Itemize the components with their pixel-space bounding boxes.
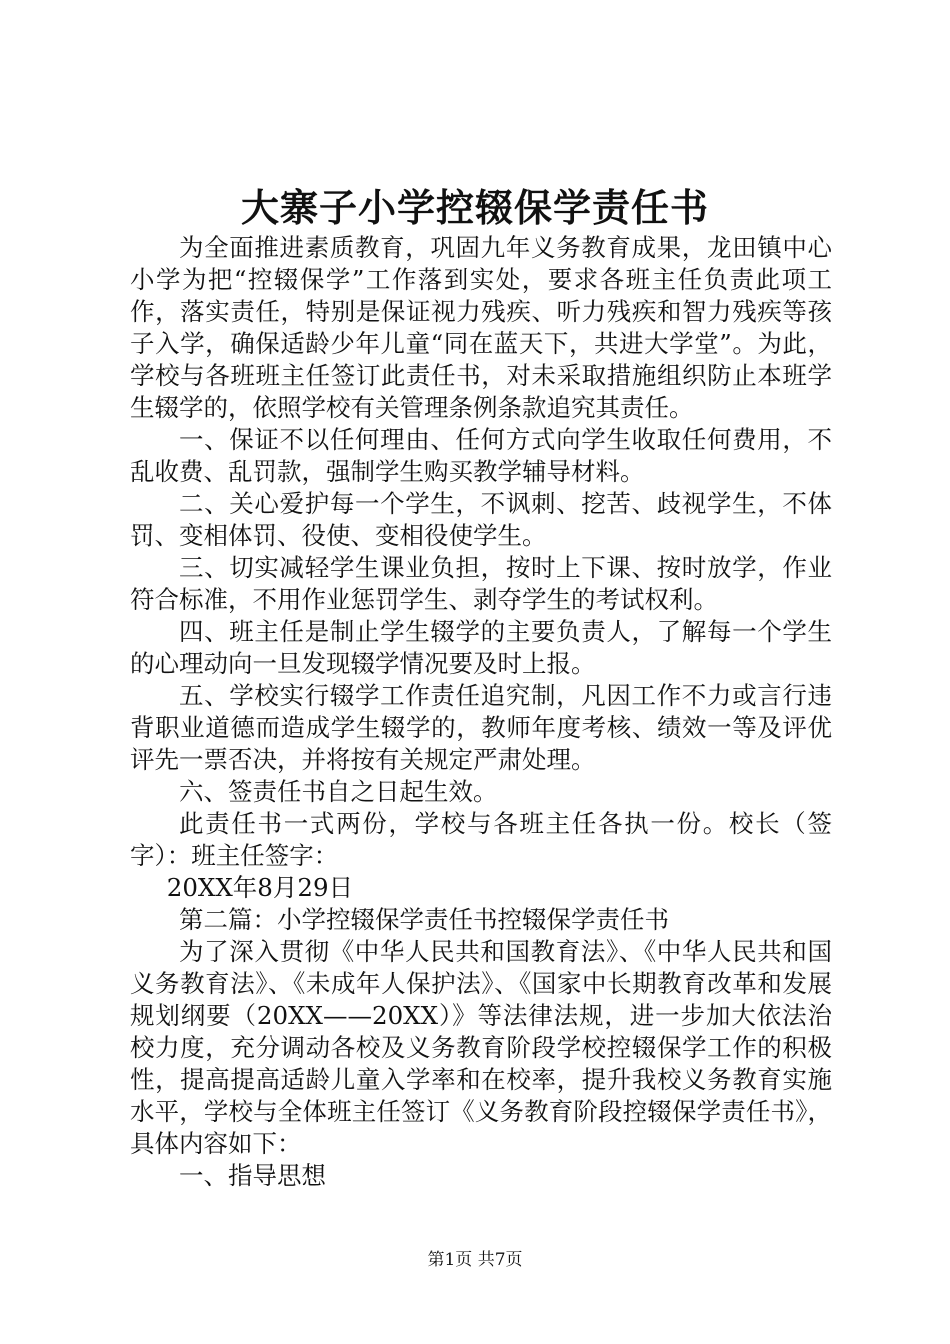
document-body [130, 232, 832, 1192]
paragraph-guiding-thought: 一、指导思想 [179, 1161, 326, 1190]
paragraph-section-heading: 第二篇：小学控辍保学责任书控辍保学责任书 [179, 905, 669, 934]
page-footer: 第1页 共7页 [427, 1250, 523, 1270]
paragraph-item-3: 三、切实减轻学生课业负担，按时上下课、按时放学，作业符合标准，不用作业惩罚学生、剥夺学生的考试权利。 [130, 553, 832, 614]
paragraph-intro: 为全面推进素质教育，巩固九年义务教育成果，龙田镇中心小学为把“控辍保学”工作落到实处，要求各班主任负责此项工作，落实责任，特别是保证视力残疾、听力残疾和智力残疾等孩子入学，确保适龄少年儿童“同在蓝天下，共进大学堂”。为此，学校与各班班主任签订此责任书，对未采取措施组织防止本班学生辍学的，依照学校有关管理条例条款追究其责任。 [130, 233, 832, 422]
document-title: 大寨子小学控辍保学责任书 [240, 185, 709, 230]
paragraph-section-intro: 为了深入贯彻《中华人民共和国教育法》、《中华人民共和国义务教育法》、《未成年人保护法》、《国家中长期教育改革和发展规划纲要（20XX——20XX）》等法律法规，进一步加大依法治校力度，充分调动各校及义务教育阶段学校控辍保学工作的积极性，提高提高适龄儿童入学率和在校率，提升我校义务教育实施水平，学校与全体班主任签订《义务教育阶段控辍保学责任书》，具体内容如下： [130, 937, 832, 1158]
paragraph-date: 20XX年8月29日 [166, 873, 354, 902]
paragraph-item-2: 二、关心爱护每一个学生，不讽刺、挖苦、歧视学生，不体罚、变相体罚、役使、变相役使学生。 [130, 489, 832, 550]
paragraph-item-5: 五、学校实行辍学工作责任追究制，凡因工作不力或言行违背职业道德而造成学生辍学的，教师年度考核、绩效一等及评优评先一票否决，并将按有关规定严肃处理。 [130, 681, 832, 774]
paragraph-item-1: 一、保证不以任何理由、任何方式向学生收取任何费用，不乱收费、乱罚款，强制学生购买教学辅导材料。 [130, 425, 832, 486]
paragraph-item-6: 六、签责任书自之日起生效。 [179, 777, 498, 806]
paragraph-signature: 此责任书一式两份，学校与各班主任各执一份。校长（签字）：班主任签字： [130, 809, 832, 870]
paragraph-item-4: 四、班主任是制止学生辍学的主要负责人，了解每一个学生的心理动向一旦发现辍学情况要及时上报。 [130, 617, 832, 678]
